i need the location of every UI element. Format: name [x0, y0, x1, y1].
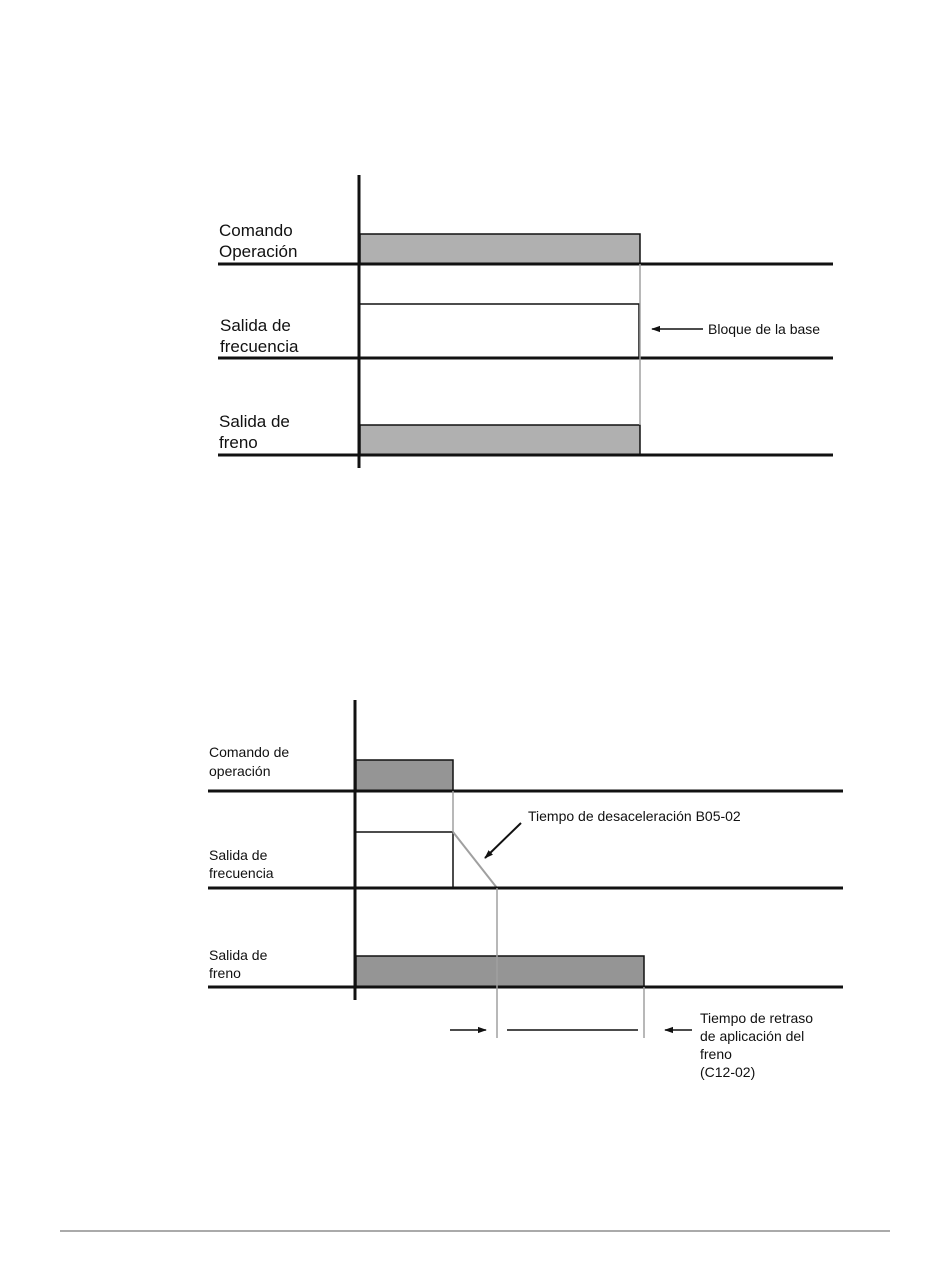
deceleration-annotation: Tiempo de desaceleración B05-02 [528, 808, 741, 824]
frequency-output-signal [360, 304, 639, 358]
brake-output-label: Salida de freno [219, 412, 290, 452]
run-command-label-2: Comando de operación [209, 744, 290, 779]
run-command-signal-2 [356, 760, 453, 791]
run-command-signal [360, 234, 640, 264]
diagram-baseblock [218, 175, 833, 468]
frequency-output-label-2: Salida de frecuencia [209, 847, 274, 881]
frequency-output-label: Salida de frecuencia [220, 316, 299, 356]
baseblock-annotation: Bloque de la base [708, 321, 821, 337]
brake-output-signal-2 [356, 956, 644, 987]
diagram-decel-stop [208, 700, 843, 1080]
run-command-label: Comando Operación [219, 221, 298, 261]
brake-output-label-2: Salida de freno [209, 947, 268, 981]
frequency-output-signal-2 [356, 832, 453, 888]
deceleration-arrow [485, 823, 521, 858]
deceleration-ramp [453, 832, 497, 888]
brake-delay-annotation: Tiempo de retraso de aplicación del freno (C12-02) [700, 1010, 814, 1080]
brake-output-signal [360, 425, 640, 455]
